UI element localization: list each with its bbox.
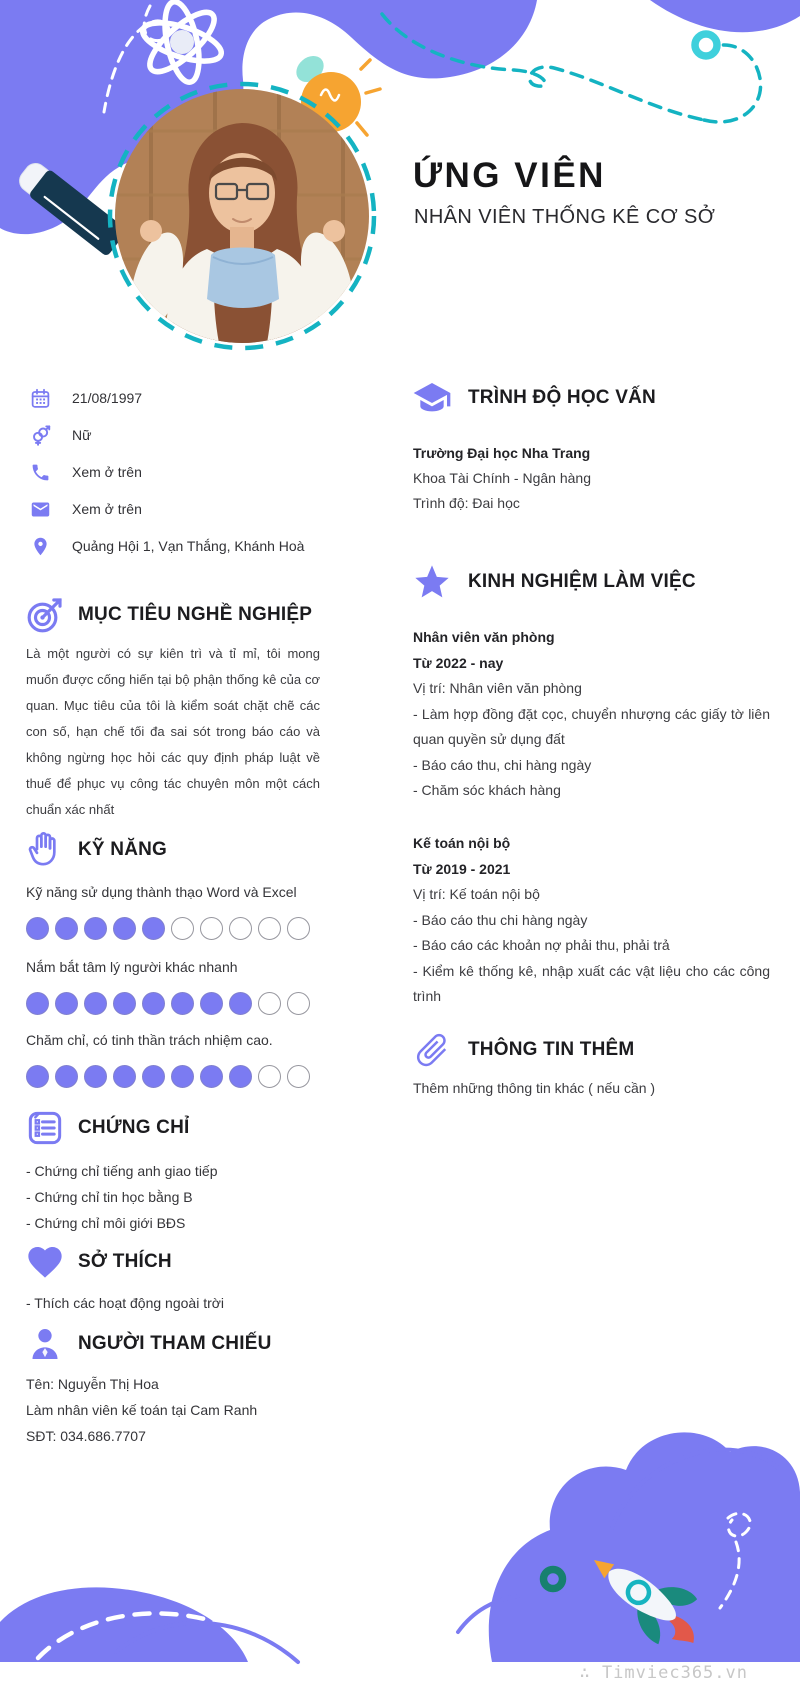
job-title: Nhân viên văn phòng [413, 629, 555, 645]
hobbies-heading: SỞ THÍCH [78, 1251, 172, 1272]
education-faculty: Khoa Tài Chính - Ngân hàng [413, 470, 591, 486]
paperclip-icon [409, 1027, 455, 1073]
skill-dot [200, 992, 223, 1015]
skill-item [26, 955, 320, 1015]
address-text: Quảng Hội 1, Vạn Thắng, Khánh Hoà [72, 538, 305, 554]
graduation-cap-icon [409, 375, 455, 421]
skill-rating [26, 1065, 320, 1088]
job-bullet: - Báo cáo thu chi hàng ngày [413, 911, 588, 928]
certificates-list [26, 1158, 218, 1236]
candidate-name: ỨNG VIÊN [413, 156, 606, 195]
contact-item-gender [30, 422, 91, 448]
skill-dot [258, 917, 281, 940]
heart-icon [22, 1239, 68, 1285]
skill-label: Chăm chỉ, có tinh thần trách nhiệm cao. [26, 1032, 273, 1048]
skill-dot [229, 1065, 252, 1088]
contact-item-phone [30, 459, 142, 485]
education-heading: TRÌNH ĐỘ HỌC VẤN [468, 387, 656, 408]
skill-dot [142, 992, 165, 1015]
section-certificates [22, 1106, 190, 1150]
skill-dot [200, 917, 223, 940]
job-period: Từ 2019 - 2021 [413, 860, 511, 877]
skill-item [26, 1028, 320, 1088]
skill-dot [84, 917, 107, 940]
section-skills [22, 828, 167, 872]
reference-role: Làm nhân viên kế toán tại Cam Ranh [26, 1402, 258, 1418]
certificate-item: - Chứng chỉ tin học bằng B [26, 1189, 193, 1205]
objective-text: Là một người có sự kiên trì và tỉ mỉ, tôi mong muốn được cống hiến tại bộ phận thống kê của cơ quan. Mục tiêu của tôi là kiểm soát chặt chẽ các con số, hạn chế tối đa sai sót trong báo cáo và không ngừng học hỏi các quy định pháp luật về thuế để phục vụ công tác chuyên môn một cách chuẩn xác nhất [26, 646, 320, 817]
section-experience [409, 560, 696, 604]
skill-dot [287, 1065, 310, 1088]
skill-dot [26, 917, 49, 940]
skill-dot [26, 1065, 49, 1088]
phone-icon [30, 462, 51, 483]
skill-item [26, 880, 320, 940]
profile-photo-frame [104, 78, 380, 354]
skill-dot [142, 917, 165, 940]
teal-donut-icon [695, 34, 717, 56]
phone-text: Xem ở trên [72, 464, 142, 480]
birthday-text: 21/08/1997 [72, 390, 143, 406]
hand-icon [22, 827, 68, 873]
job-position: Vị trí: Nhân viên văn phòng [413, 680, 582, 696]
job-bullet: - Báo cáo các khoản nợ phải thu, phải trả [413, 937, 670, 953]
experience-job-2 [413, 831, 770, 1010]
certificate-item: - Chứng chỉ tiếng anh giao tiếp [26, 1163, 218, 1179]
section-objective [22, 593, 312, 637]
certificate-item: - Chứng chỉ môi giới BĐS [26, 1215, 186, 1231]
additional-heading: THÔNG TIN THÊM [468, 1039, 635, 1060]
experience-heading: KINH NGHIỆM LÀM VIỆC [468, 571, 696, 592]
contact-item-email [30, 496, 142, 522]
section-hobbies [22, 1240, 172, 1284]
job-bullet: - Chăm sóc khách hàng [413, 782, 561, 798]
skill-dot [171, 1065, 194, 1088]
additional-text: Thêm những thông tin khác ( nếu cần ) [413, 1080, 656, 1096]
skill-dot [200, 1065, 223, 1088]
profile-photo [115, 89, 369, 343]
gender-icon [30, 425, 51, 446]
skill-label: Nắm bắt tâm lý người khác nhanh [26, 959, 238, 975]
reference-name: Tên: Nguyễn Thị Hoa [26, 1376, 159, 1392]
skill-dot [55, 917, 78, 940]
hobby-item: - Thích các hoạt động ngoài trời [26, 1295, 225, 1311]
certificates-heading: CHỨNG CHỈ [78, 1117, 190, 1138]
email-text: Xem ở trên [72, 501, 142, 517]
calendar-icon [30, 388, 51, 409]
skill-dot [55, 1065, 78, 1088]
education-school: Trường Đại học Nha Trang [413, 445, 591, 461]
job-position: Vị trí: Kế toán nội bộ [413, 886, 540, 902]
section-additional-info [409, 1028, 634, 1072]
skill-dot [84, 1065, 107, 1088]
skill-rating [26, 992, 320, 1015]
skill-dot [258, 992, 281, 1015]
skill-dot [229, 992, 252, 1015]
skill-dot [171, 917, 194, 940]
contact-item-birthday [30, 385, 142, 411]
job-title: Kế toán nội bộ [413, 835, 511, 851]
job-bullet: - Làm hợp đồng đặt cọc, chuyển nhượng các giấy tờ liên quan quyền sử dụng đất [413, 705, 770, 747]
watermark: ∴ Timviec365.vn [579, 1663, 748, 1683]
contact-item-address [30, 533, 304, 559]
hobbies-list [26, 1290, 224, 1316]
skill-dot [287, 992, 310, 1015]
location-icon [30, 536, 51, 557]
job-bullet: - Báo cáo thu, chi hàng ngày [413, 756, 592, 773]
skill-rating [26, 917, 320, 940]
skill-dot [171, 992, 194, 1015]
skill-dot [55, 992, 78, 1015]
skill-dot [113, 992, 136, 1015]
section-education [409, 376, 656, 420]
education-block [413, 441, 770, 516]
skill-dot [287, 917, 310, 940]
skill-dot [229, 917, 252, 940]
job-period: Từ 2022 - nay [413, 654, 504, 671]
footer-decoration [0, 1350, 800, 1690]
skill-label: Kỹ năng sử dụng thành thạo Word và Excel [26, 884, 297, 900]
gender-text: Nữ [72, 427, 92, 443]
skill-dot [113, 917, 136, 940]
job-bullet: - Kiểm kê thống kê, nhập xuất các vật liệu cho các công trình [413, 962, 770, 1004]
objective-heading: MỤC TIÊU NGHỀ NGHIỆP [78, 604, 313, 625]
references-heading: NGƯỜI THAM CHIẾU [78, 1333, 272, 1354]
purple-corner-top-right [650, 0, 800, 32]
email-icon [30, 499, 51, 520]
star-icon [409, 559, 455, 605]
skill-dot [258, 1065, 281, 1088]
skills-heading: KỸ NĂNG [78, 839, 168, 860]
skill-dot [84, 992, 107, 1015]
reference-phone: SĐT: 034.686.7707 [26, 1428, 146, 1444]
skill-dot [26, 992, 49, 1015]
target-icon [22, 592, 68, 638]
skill-dot [113, 1065, 136, 1088]
candidate-job-title: NHÂN VIÊN THỐNG KÊ CƠ SỞ [414, 206, 716, 228]
education-degree: Trình độ: Đai học [413, 495, 520, 511]
skill-dot [142, 1065, 165, 1088]
experience-job-1 [413, 625, 770, 804]
checklist-icon [22, 1105, 68, 1151]
